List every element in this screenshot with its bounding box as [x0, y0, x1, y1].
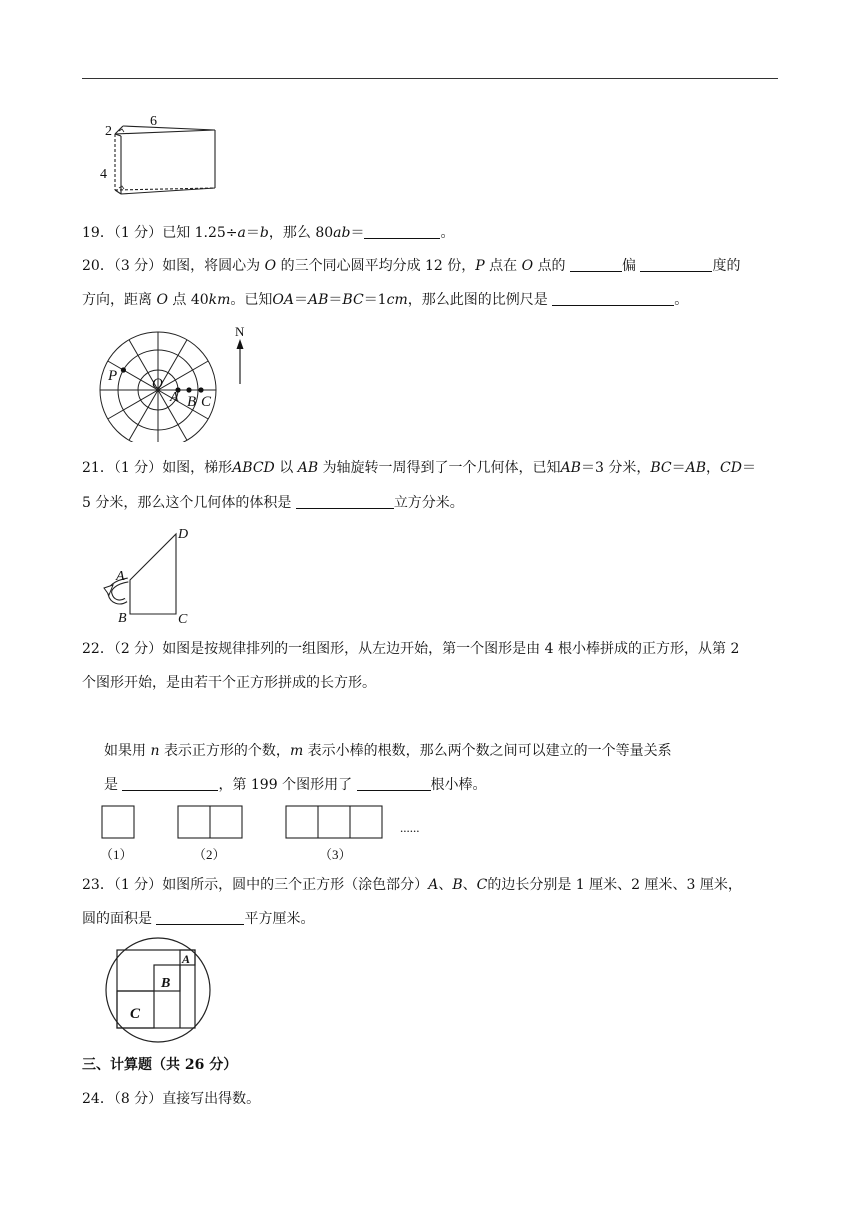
- circle-label-b: B: [187, 394, 197, 410]
- caption-1: （1）: [100, 847, 133, 862]
- question-22-line-4: 是 ，第 199 个图形用了 根小棒。: [104, 777, 487, 793]
- prism-label-4: 4: [100, 167, 107, 182]
- circle-label-a: A: [170, 390, 179, 405]
- answer-blank-20a[interactable]: [570, 257, 622, 272]
- question-21-line-1: 21．（1 分）如图，梯形ABCD 以 AB 为轴旋转一周得到了一个几何体，已知AB＝3 分米，BC＝AB，CD＝: [82, 460, 756, 476]
- concentric-circles-figure: [98, 322, 258, 442]
- prism-label-2: 2: [105, 124, 112, 139]
- circle-label-o: O: [152, 376, 163, 392]
- question-22-line-2: 个图形开始，是由若干个正方形拼成的长方形。: [82, 675, 376, 691]
- north-label: N: [235, 324, 245, 339]
- question-23-line-2: 圆的面积是 平方厘米。: [82, 911, 315, 927]
- question-22-line-1: 22．（2 分）如图是按规律排列的一组图形，从左边开始，第一个图形是由 4 根小棒拼成的正方形，从第 2: [82, 641, 740, 657]
- answer-blank-22b[interactable]: [357, 776, 431, 791]
- trapezoid-label-b: B: [118, 611, 127, 626]
- square-label-b: B: [161, 976, 171, 991]
- answer-blank-20b[interactable]: [640, 257, 712, 272]
- square-label-a: A: [182, 952, 191, 966]
- circle-squares-figure: [98, 936, 222, 1046]
- caption-2: （2）: [193, 847, 226, 862]
- squares-sequence-figure: [98, 804, 438, 866]
- answer-blank-22a[interactable]: [122, 776, 218, 791]
- answer-blank-20c[interactable]: [552, 291, 674, 306]
- section-3-title: 三、计算题（共 26 分）: [82, 1057, 238, 1073]
- caption-3: （3）: [319, 847, 352, 862]
- question-21-line-2: 5 分米，那么这个几何体的体积是 立方分米。: [82, 495, 464, 511]
- question-24: 24．（8 分）直接写出得数。: [82, 1091, 261, 1107]
- question-22-line-3: 如果用 n 表示正方形的个数，m 表示小棒的根数，那么两个数之间可以建立的一个等量关系: [104, 743, 672, 759]
- trapezoid-label-a: A: [116, 569, 125, 584]
- answer-blank-19[interactable]: [364, 224, 440, 239]
- question-20-line-1: 20．（3 分）如图，将圆心为 O 的三个同心圆平均分成 12 份，P 点在 O 点的 偏 度的: [82, 258, 741, 274]
- prism-figure: [95, 108, 225, 198]
- question-19: 19．（1 分）已知 1.25÷a＝b，那么 80ab＝ 。: [82, 225, 455, 241]
- square-label-c: C: [130, 1006, 141, 1022]
- trapezoid-figure: [98, 522, 208, 632]
- question-23-line-1: 23．（1 分）如图所示，圆中的三个正方形（涂色部分）A、B、C的边长分别是 1 厘米、2 厘米、3 厘米，: [82, 877, 742, 893]
- ellipsis: ......: [400, 820, 420, 835]
- header-rule: [82, 78, 778, 79]
- trapezoid-label-d: D: [178, 527, 189, 542]
- prism-label-6: 6: [150, 114, 157, 129]
- circle-label-c: C: [201, 394, 212, 410]
- answer-blank-21[interactable]: [296, 494, 394, 509]
- answer-blank-23[interactable]: [156, 910, 244, 925]
- question-20-line-2: 方向，距离 O 点 40km。已知OA＝AB＝BC＝1cm，那么此图的比例尺是 。: [82, 292, 689, 308]
- trapezoid-label-c: C: [178, 612, 188, 627]
- circle-label-p: P: [108, 368, 118, 384]
